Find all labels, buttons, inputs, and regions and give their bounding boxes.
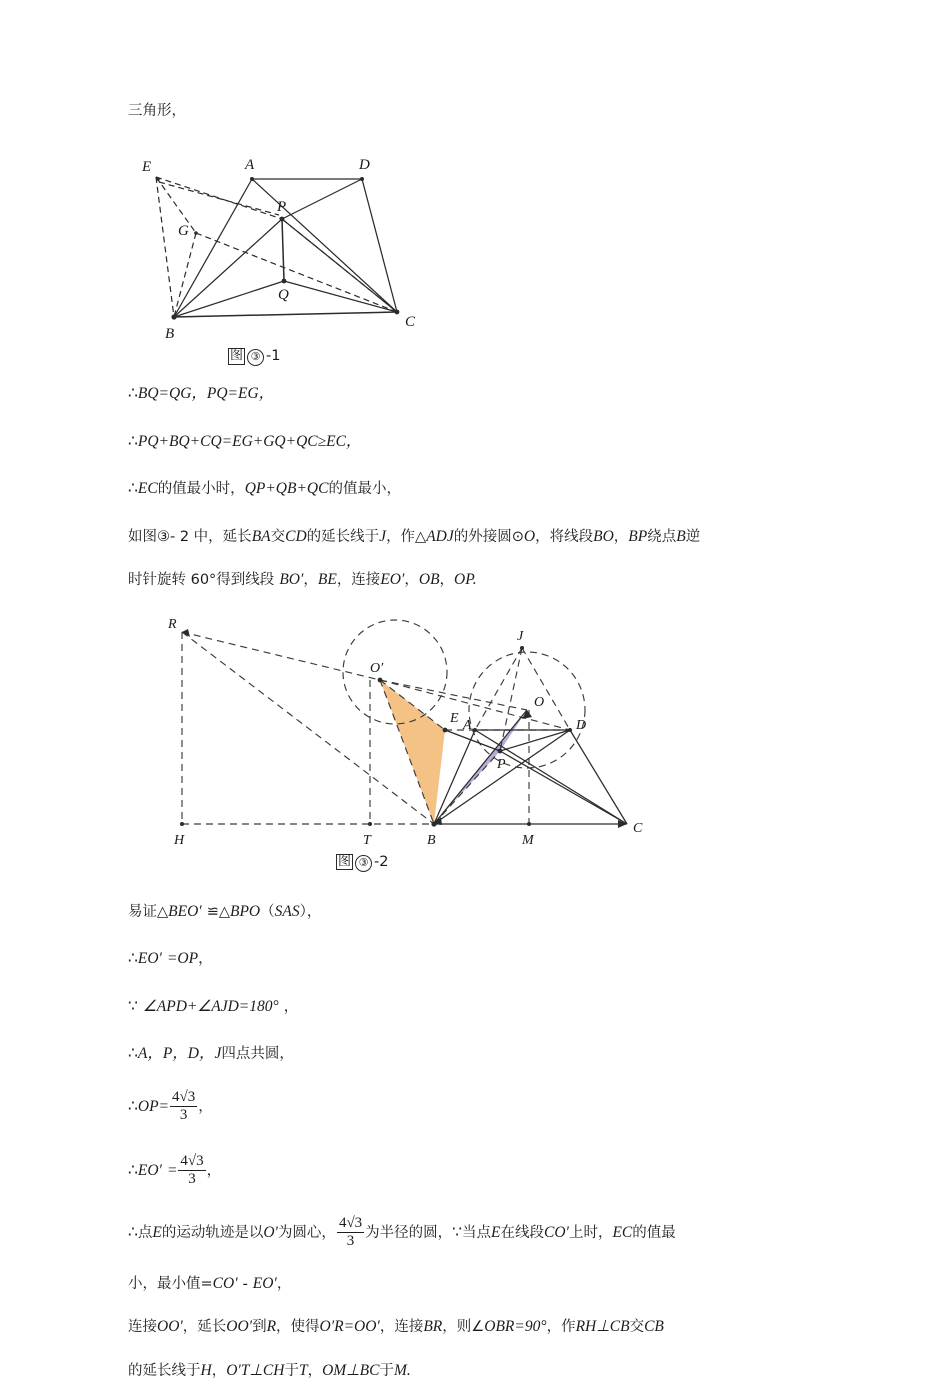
figure-2-caption [336, 854, 838, 872]
text-line-5-bp: BP [628, 527, 648, 545]
figure-2-label-O-prime: O′ [370, 660, 384, 676]
fraction-op [170, 1090, 197, 1125]
figure-2-caption-suffix: -2 [374, 853, 389, 870]
edge-B-Q [174, 281, 284, 317]
text-line-13-m: 的值最 [632, 1224, 676, 1241]
text-line-7 [128, 904, 838, 920]
text-line-8-eo: EO′ [137, 950, 162, 967]
edge-A-B [174, 179, 252, 317]
figure-2-label-E: E [450, 710, 459, 726]
text-line-15-e: 到 [252, 1319, 267, 1335]
text-line-13-f: 为半径的圆， [365, 1224, 453, 1241]
text-line-11-eq: = [158, 1097, 170, 1115]
edge-B-P [174, 219, 282, 317]
text-line-9-end: ， [283, 998, 299, 1015]
text-line-1-content: 三角形， [128, 103, 186, 119]
edge-G-B-dashed [174, 233, 196, 317]
figure-1-label-A: A [245, 157, 255, 173]
therefore-symbol-3: ∴ [128, 480, 138, 497]
therefore-symbol-6: ∴ [128, 1097, 138, 1115]
text-line-13-e2: 为圆心， [277, 1224, 336, 1241]
fraction-radius [337, 1216, 364, 1251]
text-line-7-a: 易证△ [128, 903, 169, 920]
figure-1-label-P: P [277, 199, 287, 215]
text-line-11-end: ， [198, 1098, 213, 1115]
fraction-op-denominator: 3 [179, 1107, 188, 1124]
text-line-5-r: 逆 [685, 528, 701, 545]
text-line-14-end: ， [276, 1275, 292, 1292]
text-line-5-circled: ③ [157, 528, 170, 545]
text-line-15-c: ，延长 [182, 1319, 227, 1335]
text-line-5-a: 如图 [128, 528, 157, 545]
page-content [128, 104, 838, 1378]
text-line-15-k: ，则∠ [442, 1319, 485, 1335]
edge-R-Oprime-dashed [182, 632, 380, 680]
text-line-15-n: ，作 [546, 1319, 576, 1335]
figure-2-caption-circle: ③ [355, 855, 372, 872]
text-line-16-c: ， [211, 1362, 227, 1379]
text-line-13-i: 在线段 [500, 1224, 545, 1241]
text-line-14-minus: - [242, 1274, 248, 1292]
text-line-5-adj: ADJ [426, 527, 454, 545]
text-line-5-n: ， [613, 528, 629, 545]
text-line-14-a: 小，最小值= [128, 1275, 213, 1292]
text-line-6-ob: OB [418, 571, 440, 588]
fraction-eo-numerator: 4√3 [178, 1154, 205, 1172]
text-line-13-c: 的运动轨迹是以 [161, 1224, 264, 1241]
text-line-12-eo: EO′ [137, 1161, 162, 1179]
figure-2-diagram [130, 612, 690, 852]
shaded-triangle-orange [380, 680, 445, 824]
edge-P-D [282, 179, 362, 219]
text-line-13-co: CO′ [544, 1223, 569, 1241]
text-line-3 [128, 434, 838, 450]
text-line-15-oo: OO′ [157, 1318, 183, 1335]
text-line-4-mid: 的值最小时， [157, 481, 245, 497]
text-line-5-b: - 2 中，延长 [170, 528, 252, 545]
text-line-9 [128, 999, 838, 1015]
text-line-5-o: O [523, 527, 536, 545]
text-line-4-qpqbqc: QP+QB+QC [244, 480, 329, 497]
therefore-symbol-5: ∴ [128, 1045, 138, 1062]
edge-P-C [500, 751, 627, 824]
figure-2-label-R: R [168, 616, 177, 632]
figure-2-label-J: J [517, 628, 524, 644]
figure-2-label-P: P [497, 756, 506, 772]
text-line-5-f: 的延长线于 [306, 528, 380, 545]
therefore-symbol-7: ∴ [128, 1161, 138, 1179]
text-line-6-eop: EO′ [380, 571, 405, 588]
text-line-7-e: （ [260, 903, 275, 920]
text-line-6-i: ， [439, 572, 455, 588]
text-line-15 [128, 1319, 838, 1335]
text-line-15-r: R [266, 1318, 277, 1335]
text-line-15-eqn: O′R=OO′ [319, 1318, 380, 1335]
text-line-16-a: 的延长线于 [128, 1362, 201, 1379]
edge-P-Q [282, 219, 284, 281]
text-line-16-ot: O′T⊥CH [226, 1361, 285, 1379]
text-line-11 [128, 1090, 838, 1130]
fraction-radius-denominator: 3 [346, 1233, 355, 1250]
text-line-16-m: M [394, 1361, 407, 1379]
text-line-16 [128, 1363, 838, 1379]
edge-B-C [174, 312, 397, 317]
text-line-5-h: ，作△ [386, 528, 427, 545]
figure-1-label-Q: Q [278, 287, 289, 303]
because-symbol-2: ∵ [452, 1223, 463, 1241]
text-line-4-ec: EC [137, 480, 158, 497]
text-line-5-p: 绕点 [647, 528, 677, 545]
figure-1-caption-circle: ③ [247, 349, 264, 366]
text-line-10 [128, 1046, 838, 1062]
text-line-9-angles: ∠APD+∠AJD=180° [142, 997, 279, 1015]
text-line-14-co: CO′ [212, 1274, 238, 1292]
figure-2-label-T: T [363, 832, 371, 848]
figure-1-caption-tu: 图 [230, 348, 244, 363]
text-line-8-end: ， [198, 951, 213, 967]
edge-J-A-dashed [475, 648, 522, 730]
text-line-14-eo: EO′ [252, 1274, 277, 1292]
text-line-8-op: OP [177, 950, 199, 967]
edge-A-C [475, 730, 627, 824]
because-symbol-1: ∵ [128, 997, 138, 1015]
therefore-symbol-4: ∴ [128, 950, 138, 967]
text-line-13-e: E [152, 1223, 162, 1241]
fraction-op-numerator: 4√3 [170, 1090, 197, 1108]
text-line-6-k: . [472, 571, 477, 588]
text-line-16-om: OM⊥BC [322, 1361, 380, 1379]
text-line-13-e3: E [491, 1223, 501, 1241]
text-line-11-op: OP [137, 1097, 159, 1115]
text-line-14 [128, 1276, 838, 1292]
text-line-15-br: BR [423, 1318, 443, 1335]
text-line-15-oo2: OO′ [226, 1318, 253, 1335]
edge-B-P-dashed [434, 751, 500, 824]
figure-2-label-D: D [576, 717, 587, 733]
text-line-5-l: ，将线段 [535, 528, 594, 545]
text-line-7-g: ）， [299, 903, 322, 920]
edge-P-C-dashed [282, 219, 397, 312]
text-line-6-c: ， [303, 572, 318, 588]
text-line-7-bpo: BPO [230, 902, 261, 920]
fraction-eo-denominator: 3 [188, 1171, 196, 1188]
figure-1-label-D: D [359, 157, 370, 173]
figure-2 [128, 612, 838, 882]
text-line-13-k: 上时， [568, 1224, 613, 1241]
figure-1-label-B: B [165, 326, 175, 342]
text-line-16-h: H [200, 1361, 212, 1379]
text-line-13-oprime: O′ [263, 1223, 278, 1241]
figure-1-label-E: E [142, 159, 152, 175]
text-line-7-sas: SAS [274, 902, 300, 920]
text-line-15-obr: OBR [484, 1318, 515, 1335]
text-line-6-a: 时针旋转 60°得到线段 [128, 572, 275, 588]
edge-E-G-dashed [156, 177, 196, 233]
text-line-2-content: BQ=QG，PQ=EG， [137, 385, 275, 402]
figure-2-label-C: C [633, 820, 643, 836]
text-line-16-k: . [406, 1361, 411, 1379]
text-line-10-end: 四点共圆， [221, 1046, 294, 1062]
text-line-5-j: J [379, 527, 387, 545]
text-line-15-g: ，使得 [276, 1319, 320, 1335]
text-line-3-content: PQ+BQ+CQ=EG+GQ+QC≥EC， [137, 432, 362, 450]
text-line-12-eq: = [166, 1161, 178, 1179]
figure-1 [128, 149, 838, 364]
text-line-13-g: 当点 [462, 1224, 492, 1241]
therefore-symbol-8: ∴ [128, 1223, 138, 1241]
figure-1-caption-suffix: -1 [266, 348, 281, 364]
text-line-4-end: 的值最小， [328, 481, 401, 497]
edge-J-D-dashed [522, 648, 570, 730]
therefore-symbol-1: ∴ [128, 385, 138, 402]
figure-1-caption [228, 348, 838, 366]
text-line-6-op: OP [454, 571, 473, 588]
edge-D-C [362, 179, 397, 312]
figure-2-caption-tu: 图 [338, 853, 352, 869]
text-line-7-beo: BEO′ [168, 902, 202, 920]
figure-1-label-G: G [178, 223, 189, 239]
figure-1-diagram [134, 149, 464, 344]
text-line-10-points: A，P，D，J [137, 1045, 222, 1062]
text-line-5-cd: CD [285, 527, 307, 545]
text-line-6-g: ， [404, 572, 419, 588]
therefore-symbol-2: ∴ [128, 432, 138, 450]
text-line-2 [128, 386, 838, 402]
text-line-16-g: ， [307, 1362, 323, 1379]
text-line-12-end: ， [206, 1162, 222, 1179]
text-line-12 [128, 1154, 838, 1194]
figure-2-label-B: B [427, 832, 436, 848]
text-line-5-j2: 的外接圆⊙ [453, 528, 524, 545]
text-line-13-ec: EC [612, 1223, 633, 1241]
text-line-15-rh: RH⊥CB [575, 1318, 630, 1335]
text-line-15-m: =90° [514, 1318, 547, 1335]
text-line-5 [128, 529, 838, 545]
text-line-15-i: ，连接 [379, 1319, 424, 1335]
figure-2-label-A: A [463, 717, 472, 733]
text-line-13-a: 点 [137, 1224, 153, 1241]
text-line-6-be: BE [317, 571, 337, 588]
text-line-5-d: 交 [270, 528, 286, 545]
text-line-16-e: 于 [284, 1362, 299, 1379]
edge-D-C [570, 730, 627, 824]
text-line-4 [128, 481, 838, 497]
figure-2-label-H: H [174, 832, 185, 848]
text-line-5-ba: BA [251, 527, 271, 545]
text-line-6 [128, 572, 838, 588]
figure-1-label-C: C [405, 314, 416, 330]
figure-2-label-O: O [534, 694, 545, 710]
edge-R-B-dashed [182, 632, 434, 824]
text-line-8-eq: = [166, 950, 178, 967]
text-line-5-bo: BO [593, 527, 614, 545]
edge-J-P-dashed [500, 648, 522, 751]
text-line-15-cb: CB [644, 1318, 664, 1335]
fraction-radius-numerator: 4√3 [337, 1216, 364, 1234]
text-line-6-bop: BO′ [279, 571, 304, 588]
figure-2-label-M: M [522, 832, 534, 848]
text-line-13 [128, 1216, 838, 1254]
text-line-1 [128, 104, 838, 119]
edge-B-O [434, 710, 527, 824]
text-line-6-e: ，连接 [336, 572, 381, 588]
text-line-7-c: ≌△ [206, 903, 230, 920]
text-line-15-p: 交 [629, 1319, 645, 1335]
text-line-16-t: T [298, 1361, 308, 1379]
text-line-8 [128, 951, 838, 967]
text-line-5-b2: B [676, 527, 686, 545]
text-line-15-a: 连接 [128, 1319, 157, 1335]
fraction-eo [178, 1154, 205, 1189]
text-line-16-i: 于 [379, 1362, 394, 1379]
